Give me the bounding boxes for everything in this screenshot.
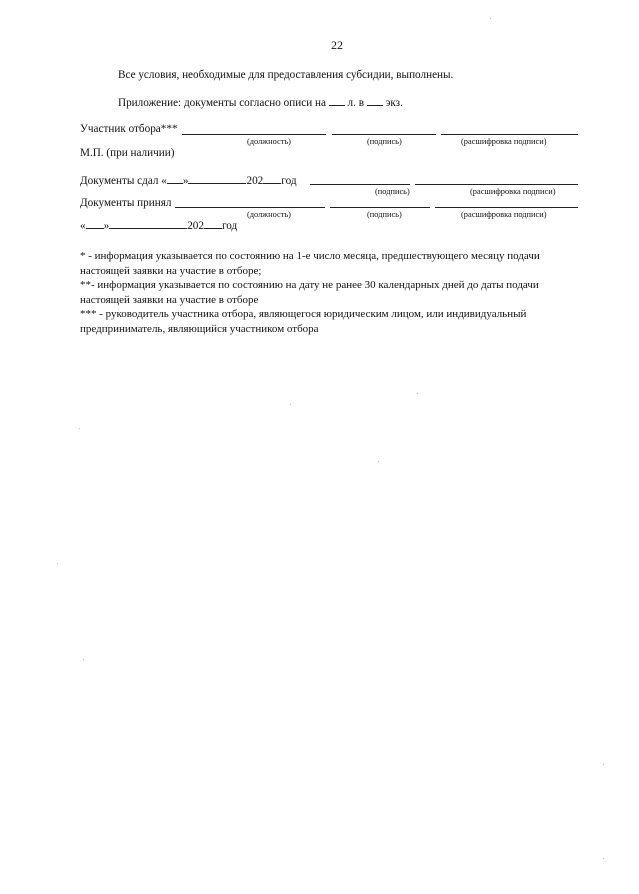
scan-speck — [490, 18, 491, 19]
participant-signature-line — [332, 134, 436, 135]
footnote-line: предприниматель, являющийся участником отбора — [80, 322, 319, 335]
footnote-line: * - информация указывается по состоянию на 1-е число месяца, предшествующего месяцу подачи — [80, 250, 540, 262]
submitted-quote-close: » — [182, 175, 189, 187]
submitted-year-blank — [263, 183, 281, 184]
scan-speck — [57, 563, 58, 564]
participant-decryption-caption: (расшифровка подписи) — [461, 137, 547, 146]
scan-speck — [290, 404, 291, 405]
accepted-label: Документы принял — [80, 197, 172, 209]
footnote-line: настоящей заявки на участие в отборе — [80, 293, 259, 306]
submitted-signature-line — [310, 184, 410, 185]
accepted-signature-caption: (подпись) — [367, 210, 402, 219]
conditions-statement: Все условия, необходимые для предоставления субсидии, выполнены. — [118, 69, 454, 81]
scan-speck — [603, 764, 604, 765]
accepted-year-prefix: 202 — [187, 220, 204, 232]
accepted-year-word: год — [221, 220, 238, 232]
footnote-line: *** - руководитель участника отбора, являющегося юридическим лицом, или индивидуальный — [80, 308, 527, 320]
participant-signature-caption: (подпись) — [367, 137, 402, 146]
participant-label: Участник отбора*** — [80, 123, 178, 135]
attachment-text-before: Приложение: документы согласно описи на — [118, 97, 326, 109]
attachment-text-middle: л. в — [347, 97, 364, 109]
submitted-label-open: Документы сдал « — [80, 175, 167, 187]
accepted-quote-close: » — [103, 220, 110, 232]
participant-position-line — [182, 134, 326, 135]
scan-speck — [417, 393, 418, 394]
submitted-signature-caption: (подпись) — [375, 187, 410, 196]
participant-decryption-line — [441, 134, 578, 135]
scan-speck — [79, 428, 80, 429]
attachment-statement — [118, 98, 403, 109]
submitted-year-word: год — [281, 175, 297, 187]
accepted-quote-open: « — [80, 220, 86, 232]
attachment-text-after: экз. — [385, 97, 403, 109]
accepted-position-line — [175, 207, 325, 208]
accepted-day-blank — [86, 228, 104, 229]
submitted-day-blank — [167, 183, 183, 184]
accepted-year-blank — [204, 228, 222, 229]
footnote-line: настоящей заявки на участие в отборе; — [80, 264, 262, 277]
scan-speck — [603, 858, 604, 859]
submitted-month-blank — [188, 183, 246, 184]
copies-blank — [367, 105, 383, 106]
scan-speck — [83, 659, 84, 660]
scan-speck — [378, 461, 379, 462]
accepted-signature-line — [330, 207, 430, 208]
submitted-year-prefix: 202 — [246, 175, 264, 187]
pages-blank — [329, 105, 345, 106]
participant-position-caption: (должность) — [247, 137, 291, 146]
accepted-decryption-caption: (расшифровка подписи) — [461, 210, 547, 219]
accepted-position-caption: (должность) — [247, 210, 291, 219]
submitted-decryption-caption: (расшифровка подписи) — [470, 187, 556, 196]
accepted-month-blank — [109, 228, 187, 229]
accepted-decryption-line — [435, 207, 578, 208]
footnote-line: **- информация указывается по состоянию на дату не ранее 30 календарных дней до даты подачи — [80, 279, 539, 291]
submitted-label — [80, 176, 297, 187]
stamp-label: М.П. (при наличии) — [80, 147, 175, 159]
submitted-decryption-line — [415, 184, 578, 185]
accepted-date — [80, 221, 237, 232]
page-number: 22 — [331, 38, 343, 52]
footnotes — [80, 249, 540, 336]
